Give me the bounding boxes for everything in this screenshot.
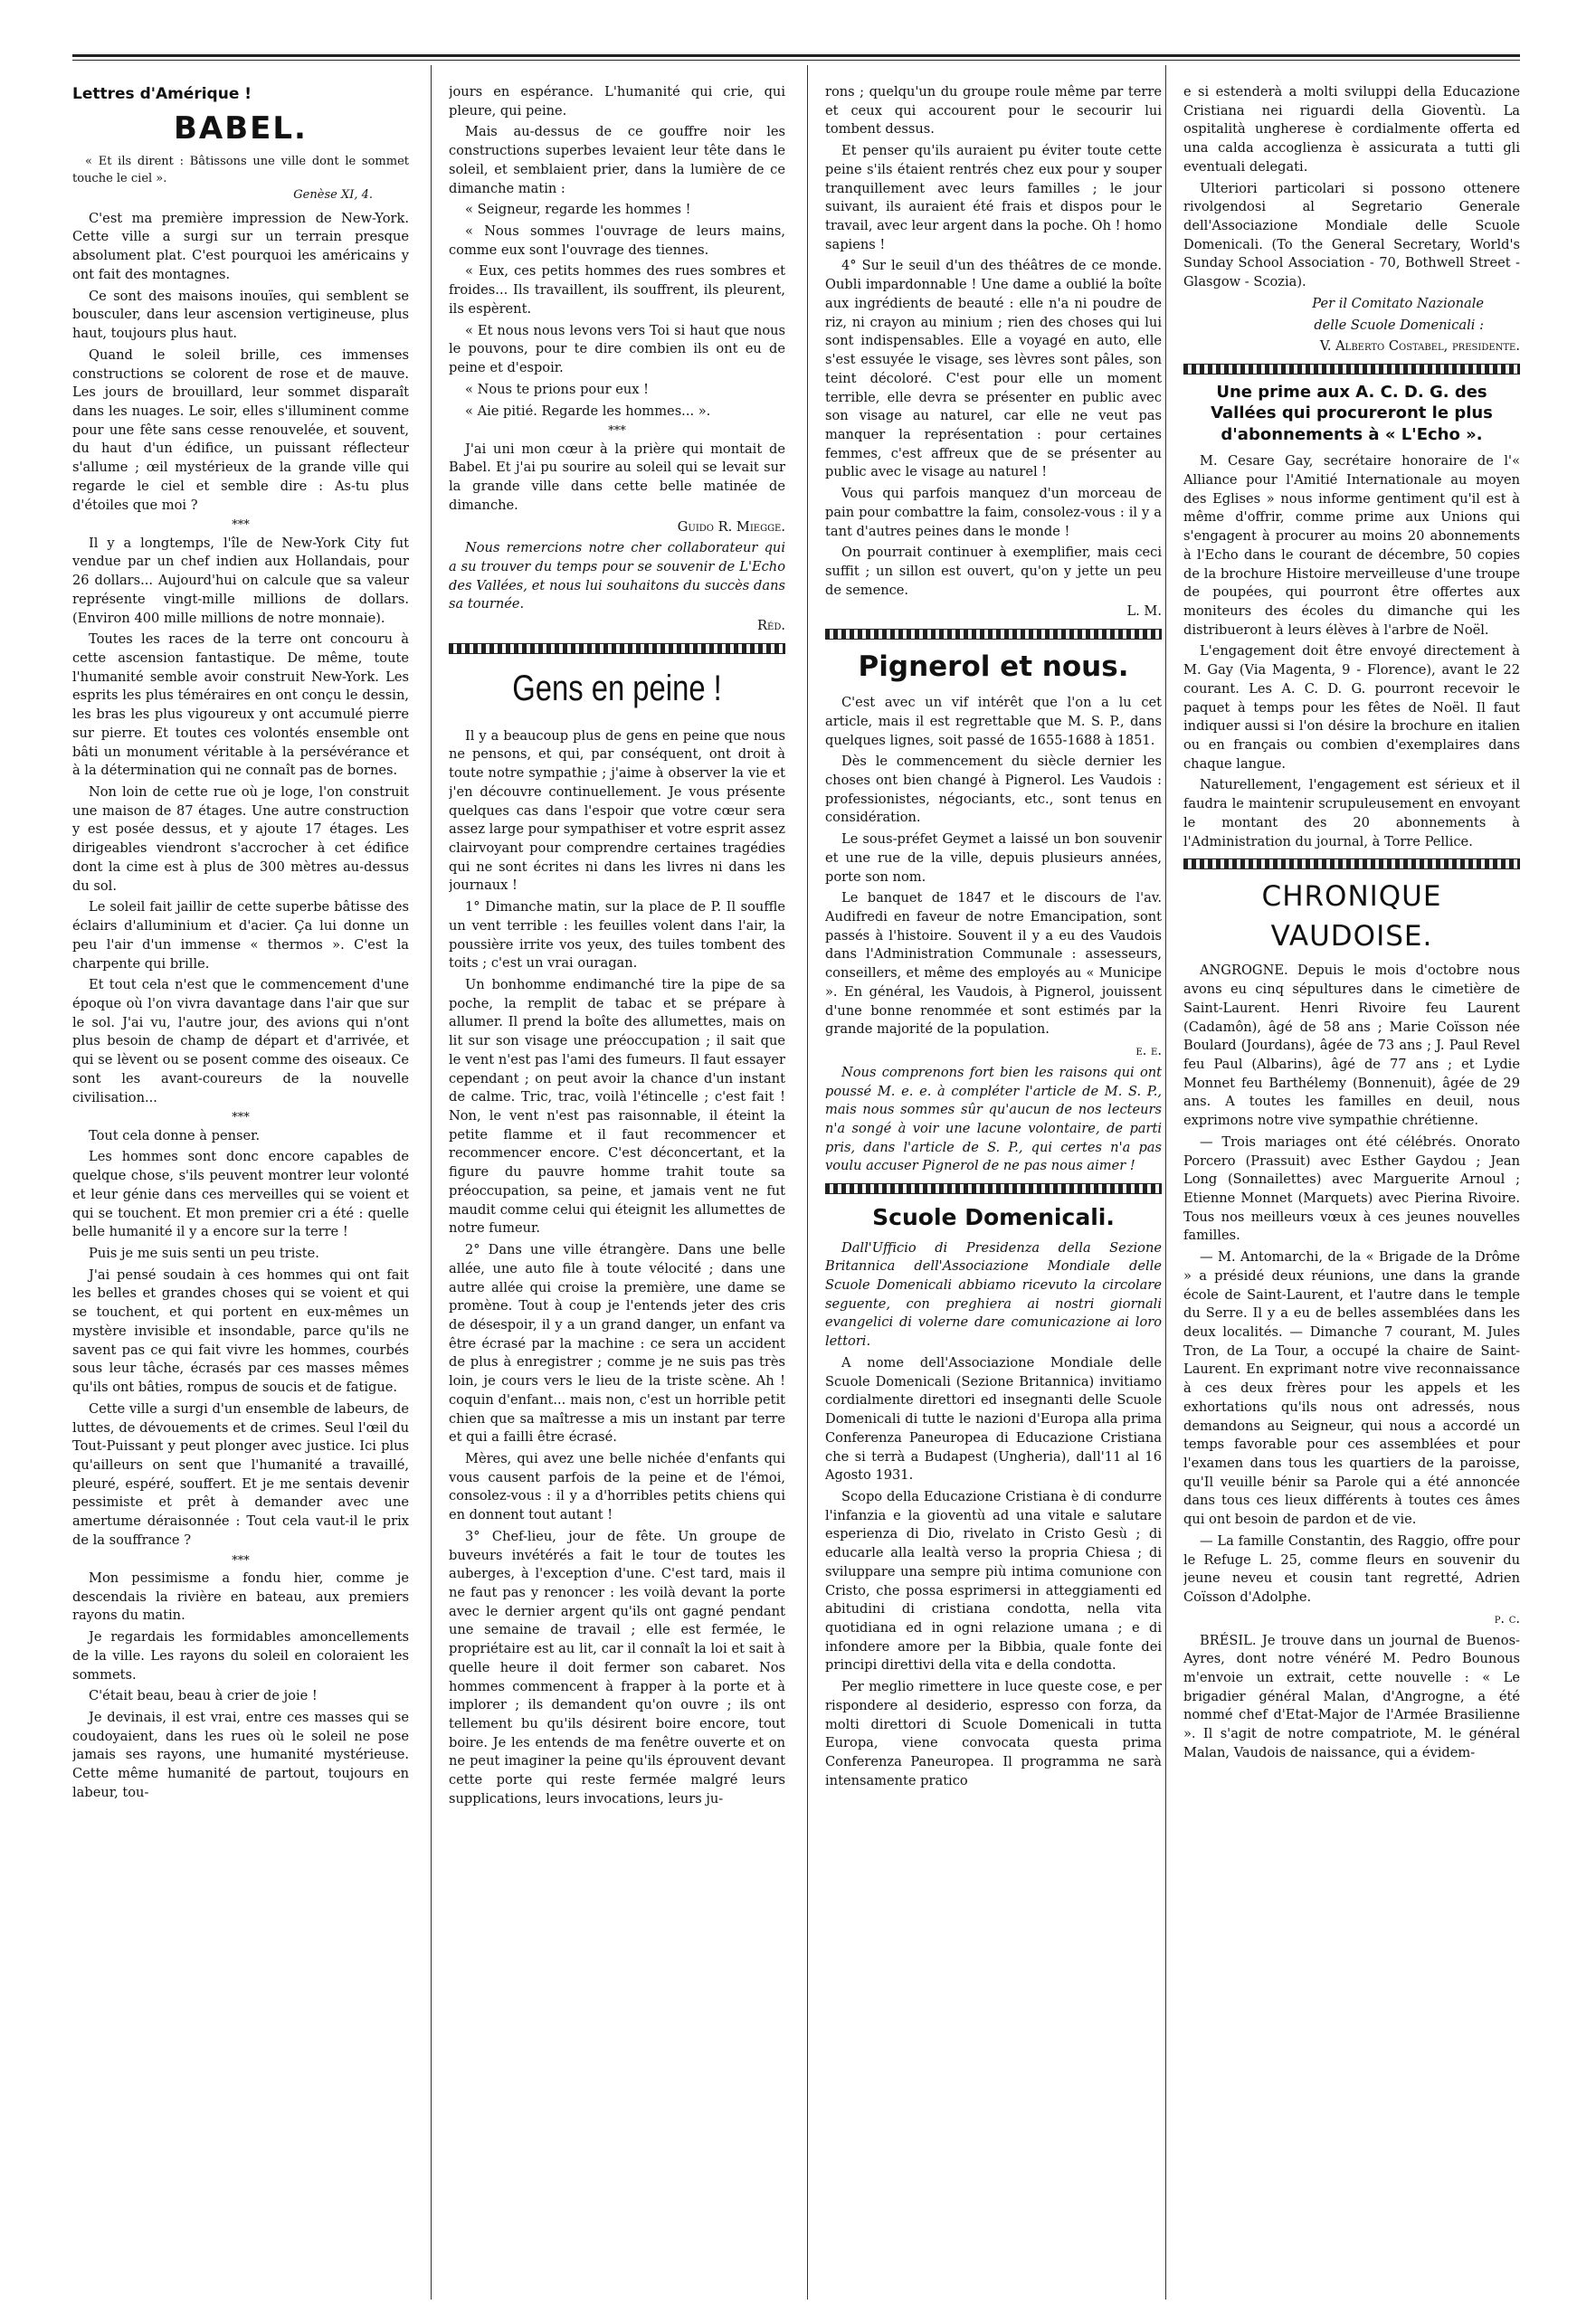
paragraph: « Aie pitié. Regarde les hommes... ». [465, 403, 711, 419]
paragraph: M. Cesare Gay, secrétaire honoraire de l'« Alliance pour l'Amitié Internationale au moyen des Eglises » nous informe gentiment qu'il est à même d'offrir, comme prime aux Unions qui s'engagent à procurer au moins 20 abonnements à l'Echo dans le courant de décembre, 50 copies de la brochure Histoire merveilleuse d'une troupe de poupées, qui pourront être offertes aux moniteurs des écoles du dimanche qui les distribueront à leurs élèves à l'arbre de Noël. [1183, 453, 1520, 638]
committee-signature: Per il Comitato Nazionale [1312, 295, 1484, 311]
column-2 [449, 83, 785, 1812]
paragraph: « Seigneur, regarde les hommes ! [465, 202, 691, 218]
paragraph: C'était beau, beau à crier de joie ! [89, 1688, 318, 1704]
ornamental-divider [449, 643, 785, 654]
paragraph: Je devinais, il est vrai, entre ces masses qui se coudoyaient, dans les rues où le soleil ne pose jamais ses rayons, une humanité mystérieuse. Cette même humanité de partout, toujours en labeur, tou- [72, 1710, 409, 1800]
paragraph: J'ai uni mon cœur à la prière qui montait de Babel. Et j'ai pu sourire au soleil qui se levait sur la grande ville dans cette belle matinée de dimanche. [449, 441, 785, 513]
paragraph: Mères, qui avez une belle nichée d'enfants qui vous causent parfois de la peine et de l'émoi, consolez-vous : il y a d'horribles petits chiens qui en donnent tout autant ! [449, 1450, 785, 1523]
paragraph: Quand le soleil brille, ces immenses constructions se colorent de rose et de mauve. Les jours de brouillard, leur sommet disparaît dans les nuages. Le soir, elles s'illuminent comme pour une fête sans cesse renouvelée, et souvent, du haut d'un édifice, un puissant réflecteur s'allume ; œil mystérieux de la grande ville qui regarde le ciel et semble dire : As-tu plus d'étoiles que moi ? [72, 346, 409, 513]
ornamental-divider [1183, 364, 1520, 375]
paragraph: 3° Chef-lieu, jour de fête. Un groupe de buveurs invétérés a fait le tour de toutes les auberges, à l'exception d'une. C'est tard, mais il ne faut pas y renoncer : les voilà devant la porte avec le dernier argent qu'ils ont gagné pendant une semaine de travail ; elle est fermée, le propriétaire est au lit, car il connaît la loi et sait à quelle heure il doit fermer son cabaret. Nos hommes commencent à frapper à la porte et à implorer ; ils demandent qu'on ouvre ; ils ont tellement bu qu'ils désirent boire encore, tout boire. Je les entends de ma fenêtre ouverte et on ne peut imaginer la peine qu'ils éprouvent devant cette porte qui reste fermée malgré leurs supplications, leurs invocations, leurs ju- [449, 1528, 785, 1807]
column-3 [825, 83, 1162, 1793]
paragraph: Le banquet de 1847 et le discours de l'av. Audifredi en faveur de notre Emancipation, sont passés à l'histoire. Souvent il y a eu des Vaudois dans l'Administration Communale : assesseurs, conseillers, et même des employés au « Municipe ». En général, les Vaudois, à Pignerol, jouissent d'une bonne renommée et sont estimés par la grande majorité de la population. [825, 890, 1162, 1038]
paragraph: J'ai pensé soudain à ces hommes qui ont fait les belles et grandes choses qui se voient et qui se touchent, et qui portent en eux-mêmes un mystère invisible et insondable, parce qu'ils ne savent pas ce qui fait vivre les hommes, courbés sous leur tâche, écrasés par ces masses mêmes qu'ils ont bâties, rompus de soucis et de fatigue. [72, 1266, 409, 1396]
paragraph: e si estenderà a molti sviluppi della Educazione Cristiana nei riguardi della Gioventù. La ospitalità ungherese è cordialmente offerta ed una calda accoglienza è assicurata a tutti gli eventuali delegati. [1183, 84, 1520, 175]
epigraph: « Et ils dirent : Bâtissons une ville dont le sommet touche le ciel ». [72, 155, 409, 185]
paragraph: « Nous te prions pour eux ! [465, 381, 650, 397]
paragraph: « Et nous nous levons vers Toi si haut que nous le pouvons, pour te dire combien ils ont eu de peine et d'espoir. [449, 322, 785, 376]
committee-signature: delle Scuole Domenicali : [1314, 317, 1484, 333]
paragraph: Mon pessimisme a fondu hier, comme je descendais la rivière en bateau, aux premiers rayons du matin. [72, 1570, 409, 1624]
paragraph: Il y a beaucoup plus de gens en peine que nous ne pensons, et qui, par conséquent, ont droit à toute notre sympathie ; j'aime à observer la vie et j'en découvre continuellement. Je vous présente quelques cas dans l'espoir que votre cœur sera assez large pour sympathiser et votre esprit assez clairvoyant pour comprendre certaines tragédies qui ne sont écrites ni dans les livres ni dans les journaux ! [449, 727, 785, 894]
paragraph: « Eux, ces petits hommes des rues sombres et froides... Ils travaillent, ils souffrent, ils pleurent, ils espèrent. [449, 263, 785, 317]
paragraph: Tout cela donne à penser. [89, 1127, 261, 1143]
column-1 [72, 83, 409, 1806]
ornamental-divider [825, 629, 1162, 640]
top-rule-thin [72, 60, 1520, 61]
paragraph: « Nous sommes l'ouvrage de leurs mains, comme eux sont l'ouvrage des tiennes. [449, 223, 785, 258]
paragraph: 4° Sur le seuil d'un des théâtres de ce monde. Oubli impardonnable ! Une dame a oublié la boîte aux ingrédients de beauté : elle n'a ni poudre de riz, ni crayon au minium ; rien des choses qui lui sont indispensables. Elle a voyagé en auto, elle s'est essuyée le visage, ses lèvres sont pâles, son teint décoloré. C'est pour elle un moment terrible, elle devra se présenter en public avec son visage au naturel, car elle ne veut pas manquer la représentation : pour certaines femmes, c'est affreux que de se présenter au public avec le visage au naturel ! [825, 258, 1162, 480]
paragraph: Ulteriori particolari si possono ottenere rivolgendosi al Segretario Generale dell'Associazione Mondiale delle Scuole Domenicali. (To the General Secretary, World's Sunday School Association - 70, Bothwell Street - Glasgow - Scozia). [1183, 180, 1520, 290]
editor-note: Nous remercions notre cher collaborateur qui a su trouver du temps pour se souvenir de L'Echo des Vallées, et nous lui souhaitons du succès dans sa tournée. [449, 540, 785, 612]
paragraph: Et tout cela n'est que le commencement d'une époque où l'on vivra davantage dans l'air que sur le sol. J'ai vu, l'autre jour, des avions qui n'ont plus besoin de champ de départ et d'arrivée, et qui se lèvent ou se posent comme des oiseaux. Ce sont les avant-coureurs de la nouvelle civilisation... [72, 977, 409, 1105]
president-signature: V. Alberto Costabel, presidente. [1319, 338, 1520, 355]
paragraph: jours en espérance. L'humanité qui crie, qui pleure, qui peine. [449, 84, 785, 119]
section-stars: *** [232, 1111, 250, 1125]
article-title-chronique-vaudoise: CHRONIQUE VAUDOISE. [1261, 880, 1442, 953]
paragraph: Les hommes sont donc encore capables de quelque chose, s'ils peuvent montrer leur volonté et leur génie dans ces merveilles qui se voient et qui se touchent. Et mon premier cri a été : quelle belle humanité il y a encore sur la terre ! [72, 1149, 409, 1240]
epigraph-reference: Genèse XI, 4. [293, 188, 373, 203]
paragraph: 2° Dans une ville étrangère. Dans une belle allée, une auto file à toute vélocité ; dans une autre allée qui croise la première, une dame se promène. Tout à coup je l'entends jeter des cris de désespoir, il y a un grand danger, un enfant va être écrasé par la machine : ce sera un accident de plus à enregistrer ; comme je ne suis pas très loin, je cours vers le lieu de la triste scène. Ah ! coquin d'enfant... mais non, c'est un horrible petit chien que sa maîtresse a mis un instant par terre et qui a failli être écrasé. [449, 1242, 785, 1446]
paragraph: BRÉSIL. Je trouve dans un journal de Buenos-Ayres, dont notre vénéré M. Pedro Bounous m'envoie un extrait, cette nouvelle : « Le brigadier général Malan, d'Angrogne, a été nommé chef d'Etat-Major de l'Armée Brasilienne ». Il s'agit de notre compatriote, M. le général Malan, Vaudois de naissance, qui a évidem- [1183, 1632, 1520, 1760]
editor-note: Nous comprenons fort bien les raisons qui ont poussé M. e. e. à compléter l'article de M. S. P., mais nous sommes sûr qu'aucun de nos lecteurs n'a songé à voir une lacune volontaire, de parti pris, dans l'article de S. P., qui certes n'a pas voulu accuser Pignerol de ne pas nous aimer ! [825, 1064, 1162, 1174]
paragraph: Dall'Ufficio di Presidenza della Sezione Britannica dell'Associazione Mondiale delle Scuole Domenicali abbiamo ricevuto la circolare seguente, con preghiera ai nostri giornali evangelici di volerne dare comunicazione ai loro lettori. [825, 1239, 1162, 1350]
paragraph: Et penser qu'ils auraient pu éviter toute cette peine s'ils étaient rentrés chez eux pour y souper tranquillement avec leurs familles ; le jour suivant, ils auraient été frais et dispos pour le travail, avec leur argent dans la poche. Oh ! homo sapiens ! [825, 143, 1162, 252]
paragraph: Cette ville a surgi d'un ensemble de labeurs, de luttes, de dévouements et de crimes. Seul l'œil du Tout-Puissant y peut plonger avec justice. Ici plus qu'ailleurs on sent que l'humanité a travaillé, pleuré, espéré, souffert. Et je me sentais devenir pessimiste et prêt à demander avec une amertume déraisonnée : Tout cela vaut-il le prix de la souffrance ? [72, 1400, 409, 1548]
paragraph: Mais au-dessus de ce gouffre noir les constructions superbes levaient leur tête dans le soleil, et semblaient prier, dans la lumière de ce dimanche matin : [449, 124, 785, 196]
paragraph: Non loin de cette rue où je loge, l'on construit une maison de 87 étages. Une autre construction y est posée dessus, et y ajoute 17 étages. Les dirigeables viendront s'accrocher à cet édifice dont la cime est à plus de 300 mètres au-dessus du sol. [72, 784, 409, 894]
paragraph: A nome dell'Associazione Mondiale delle Scuole Domenicali (Sezione Britannica) invitiamo cordialmente direttori ed insegnanti delle Scuole Domenicali di tutte le nazioni d'Europa alla prima Conferenza Paneuropea di Educazione Cristiana che si terrà a Budapest (Ungheria), dall'11 al 16 Agosto 1931. [825, 1354, 1162, 1484]
article-title-gens-en-peine: Gens en peine ! [512, 668, 722, 708]
paragraph: On pourrait continuer à exemplifier, mais ceci suffit ; un sillon est ouvert, qu'on y jette un peu de semence. [825, 545, 1162, 598]
author-signature: p. c. [1494, 1610, 1520, 1627]
ornamental-divider [1183, 858, 1520, 869]
article-title-babel: BABEL. [174, 110, 308, 147]
newspaper-page [72, 54, 1520, 2307]
paragraph: Vous qui parfois manquez d'un morceau de pain pour combattre la faim, consolez-vous : il y a tant d'autres peines dans le monde ! [825, 486, 1162, 539]
column-divider [807, 65, 808, 2300]
paragraph: Naturellement, l'engagement est sérieux et il faudra le maintenir scrupuleusement en envoyant le montant des 20 abonnements à l'Administration du journal, à Torre Pellice. [1183, 777, 1520, 849]
paragraph: C'est avec un vif intérêt que l'on a lu cet article, mais il est regrettable que M. S. P., dans quelques lignes, soit passé de 1655-1688 à 1851. [825, 695, 1162, 748]
paragraph: Toutes les races de la terre ont concouru à cette ascension fantastique. De même, toute l'humanité semble avoir construit New-York. Les esprits les plus téméraires en ont conçu le dessin, les bras les plus vigoureux y ont accumulé pierre sur pierre. Et toutes ces volontés ensemble ont bâti un monument véritable à la persévérance et à la détermination qui ne connaît pas de bornes. [72, 631, 409, 779]
author-signature: L. M. [1126, 603, 1162, 620]
article-kicker: Lettres d'Amérique ! [72, 85, 252, 103]
column-divider [1165, 65, 1166, 2300]
paragraph: Le sous-préfet Geymet a laissé un bon souvenir et une rue de la ville, depuis plusieurs années, porte son nom. [825, 831, 1162, 885]
column-4 [1183, 83, 1520, 1766]
section-stars: *** [232, 1553, 250, 1568]
paragraph: — M. Antomarchi, de la « Brigade de la Drôme » a présidé deux réunions, une dans la grande école de Saint-Laurent, et l'autre dans le temple du Serre. Il y a eu de belles assemblées dans les deux localités. — Dimanche 7 courant, M. Jules Tron, de La Tour, a occupé la chaire de Saint-Laurent. En exprimant notre vive reconnaissance à ces deux frères pour les appels et les exhortations qu'ils nous ont adressés, nous demandons au Seigneur, qui nous a accordé un temps favorable pour ces assemblées et pour l'examen dans tous les quartiers de la paroisse, qu'Il veuille bénir sa Parole qui a été annoncée dans tous ces lieux différents à toutes ces âmes qui ont besoin de pardon et de vie. [1183, 1249, 1520, 1528]
paragraph: — La famille Constantin, des Raggio, offre pour le Refuge L. 25, comme fleurs en souvenir du jeune neveu et cousin tant regretté, Adrien Coïsson d'Adolphe. [1183, 1532, 1520, 1606]
paragraph: L'engagement doit être envoyé directement à M. Gay (Via Magenta, 9 - Florence), avant le 22 courant. Les A. C. D. G. pourront recevoir le paquet à temps pour les fêtes de Noël. Il faut indiquer aussi si l'on désire la brochure en italien ou en français ou combien d'exemplaires dans chaque langue. [1183, 643, 1520, 772]
paragraph: — Trois mariages ont été célébrés. Onorato Porcero (Prassuit) avec Esther Gaydou ; Jean Long (Sonnailettes) avec Marguerite Arnoul ; Etienne Monnet (Marquets) avec Pierina Rivoire. Tous nos meilleurs vœux à ces jeunes nouvelles familles. [1183, 1134, 1520, 1244]
paragraph: Scopo della Educazione Cristiana è di condurre l'infanzia e la gioventù ad una vitale e salutare esperienza di Dio, rivelato in Cristo Gesù ; di educarle alla lealtà verso la propria Chiesa ; di sviluppare una sempre più intima comunione con Cristo, che possa esprimersi in atteggiamenti ed abitudini di cristiana condotta, nella vita quotidiana ed in ogni relazione umana ; e di infondere amore per la Bibbia, quale fonte dei principi direttivi della vita e della condotta. [825, 1488, 1162, 1674]
article-title-pignerol: Pignerol et nous. [858, 650, 1129, 684]
paragraph: Je regardais les formidables amoncellements de la ville. Les rayons du soleil en coloraient les sommets. [72, 1629, 409, 1683]
paragraph: 1° Dimanche matin, sur la place de P. Il souffle un vent terrible : les feuilles volent dans l'air, la poussière irrite vos yeux, des tuiles tombent des toits ; c'est un vrai ouragan. [449, 899, 785, 972]
paragraph: Per meglio rimettere in luce queste cose, e per rispondere al desiderio, espresso con forza, da molti direttori di Scuole Domenicali in tutta Europa, viene convocata questa prima Conferenza Paneuropea. Il programma ne sarà intensamente pratico [825, 1679, 1162, 1788]
paragraph: C'est ma première impression de New-York. Cette ville a surgi sur un terrain presque absolument plat. C'est pourquoi les américains y ont fait des montagnes. [72, 210, 409, 282]
author-signature: e. e. [1135, 1043, 1162, 1059]
article-title-prime: Une prime aux A. C. D. G. des Vallées qui procureront le plus d'abonnements à « L'Echo ». [1211, 383, 1493, 444]
ornamental-divider [825, 1183, 1162, 1194]
paragraph: Un bonhomme endimanché tire la pipe de sa poche, la remplit de tabac et se prépare à allumer. Il prend la boîte des allumettes, mais on lit sur son visage une préoccupation ; il sait que le vent n'est pas l'ami des fumeurs. Il faut essayer cependant ; on peut avoir la chance d'un instant de calme. Tric, trac, voilà l'étincelle ; c'est fait ! Non, le vent n'est pas raisonnable, il éteint la petite flamme et il faut recommencer et recommencer encore. C'est déconcertant, et la figure du pauvre homme trahit toute sa préoccupation, sa peine, et jamais vent ne fut maudit comme celui qui éteignit les allumettes de notre fumeur. [449, 977, 785, 1237]
section-stars: *** [608, 424, 626, 439]
paragraph: Ce sont des maisons inouïes, qui semblent se bousculer, dans leur ascension vertigineuse, plus haut, toujours plus haut. [72, 288, 409, 342]
paragraph: Dès le commencement du siècle dernier les choses ont bien changé à Pignerol. Les Vaudois : professionistes, négociants, etc., sont tenus en considération. [825, 754, 1162, 826]
paragraph: ANGROGNE. Depuis le mois d'octobre nous avons eu cinq sépultures dans le cimetière de Saint-Laurent. Henri Rivoire feu Laurent (Cadamôn), âgé de 58 ans ; Marie Coïsson née Boulard (Jourdans), âgée de 73 ans ; J. Paul Revel feu Paul (Albarins), âgé de 77 ans ; et Lydie Monnet feu Barthélemy (Bonnenuit), âgée de 29 ans. A toutes les familles en deuil, nous exprimons notre vive sympathie chrétienne. [1183, 963, 1520, 1129]
paragraph: rons ; quelqu'un du groupe roule même par terre et ceux qui accourent pour le secourir lui tombent dessus. [825, 84, 1162, 138]
paragraph: Puis je me suis senti un peu triste. [89, 1246, 319, 1262]
paragraph: Il y a longtemps, l'île de New-York City fut vendue par un chef indien aux Hollandais, pour 26 dollars... Aujourd'hui on calcule que sa valeur représente vingt-mille millions de dollars. (Environ 400 mille millions de notre monnaie). [72, 535, 409, 626]
paragraph: Le soleil fait jaillir de cette superbe bâtisse des éclairs d'alluminium et d'acier. Ça lui donne un peu l'air d'un immense « thermos ». C'est la charpente qui brille. [72, 899, 409, 972]
editor-signature: Réd. [757, 618, 785, 634]
column-divider [431, 65, 432, 2300]
article-title-scuole-domenicali: Scuole Domenicali. [872, 1204, 1115, 1231]
top-rule [72, 54, 1520, 57]
section-stars: *** [232, 518, 250, 533]
author-signature: Guido R. Miegge. [677, 518, 785, 535]
